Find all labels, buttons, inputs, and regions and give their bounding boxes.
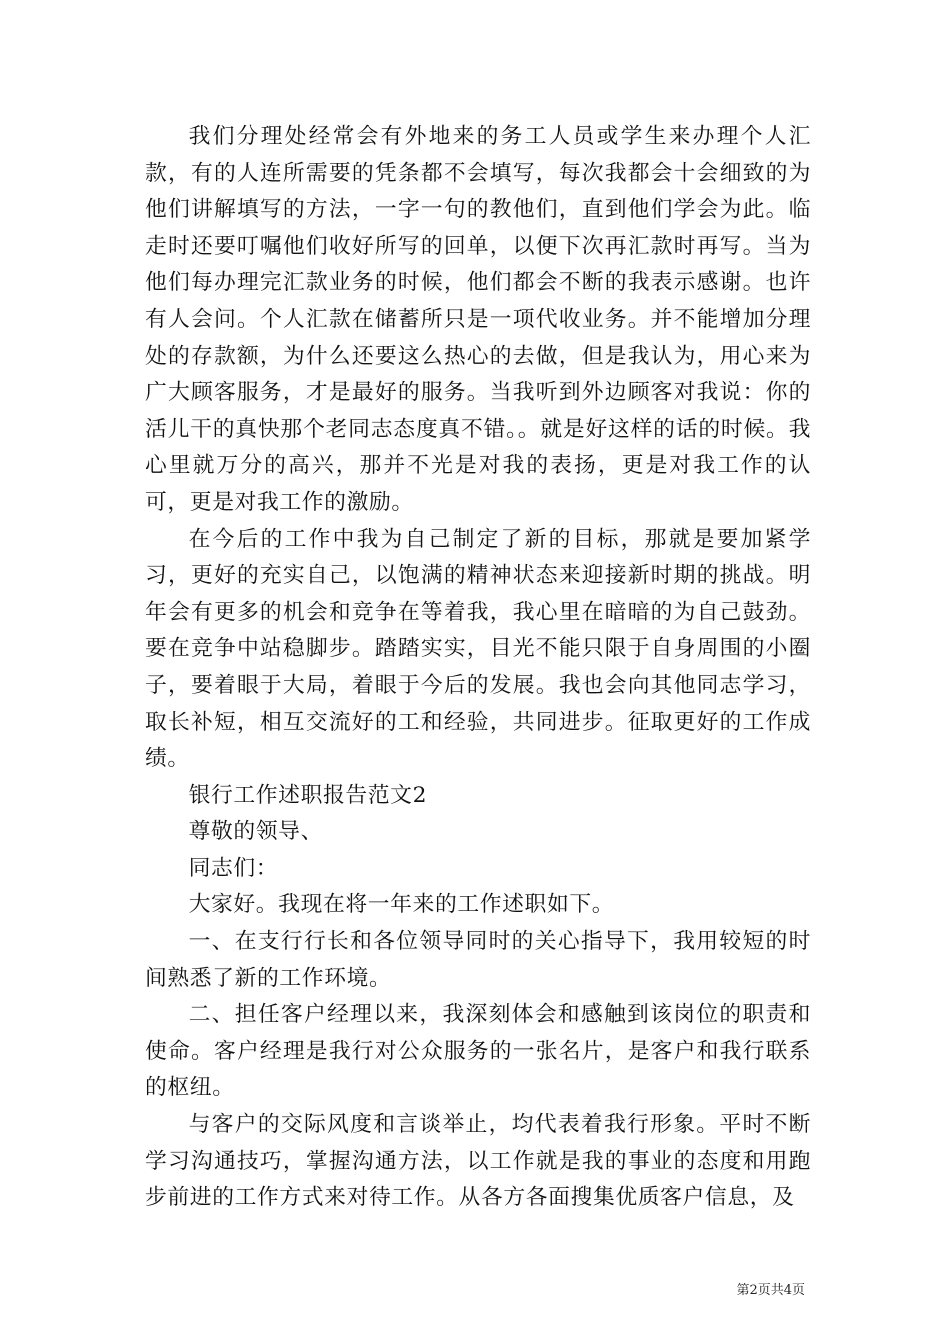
paragraph-greeting: 大家好。我现在将一年来的工作述职如下。 [188, 892, 615, 918]
paragraph-future-goals: 在今后的工作中我为自己制定了新的目标，那就是要加紧学习，更好的充实自己，以饱满的精神状态来迎接新时期的挑战。明年会有更多的机会和竞争在等着我，我心里在暗暗的为自己鼓劲。要在竞争中站稳脚步。踏踏实实，目光不能只限于自身周围的小圈子，要着眼于大局，着眼于今后的发展。我也会向其他同志学习，取长补短，相互交流好的工和经验，共同进步。征取更好的工作成绩。 [145, 526, 811, 772]
page-number: 第2页共4页 [736, 1283, 805, 1298]
document-body [145, 119, 811, 1217]
paragraph-client-relations: 与客户的交际风度和言谈举止，均代表着我行形象。平时不断学习沟通技巧，掌握沟通方法，以工作就是我的事业的态度和用跑步前进的工作方式来对待工作。从各方各面搜集优质客户信息，及 [145, 1112, 811, 1211]
salutation-leaders: 尊敬的领导、 [188, 819, 323, 845]
paragraph-point-two: 二、担任客户经理以来，我深刻体会和感触到该岗位的职责和使命。客户经理是我行对公众服务的一张名片，是客户和我行联系的枢纽。 [145, 1002, 811, 1101]
paragraph-remittance-service: 我们分理处经常会有外地来的务工人员或学生来办理个人汇款，有的人连所需要的凭条都不会填写，每次我都会十会细致的为他们讲解填写的方法，一字一句的教他们，直到他们学会为此。临走时还要叮嘱他们收好所写的回单，以便下次再汇款时再写。当为他们每办理完汇款业务的时候，他们都会不断的我表示感谢。也许有人会问。个人汇款在储蓄所只是一项代收业务。并不能增加分理处的存款额，为什么还要这么热心的去做，但是我认为，用心来为广大顾客服务，才是最好的服务。当我听到外边顾客对我说：你的活儿干的真快那个老同志态度真不错。。就是好这样的话的时候。我心里就万分的高兴，那并不光是对我的表扬，更是对我工作的认可，更是对我工作的激励。 [145, 124, 811, 515]
salutation-comrades: 同志们： [188, 855, 279, 881]
section-heading-report-2: 银行工作述职报告范文2 [188, 782, 428, 808]
paragraph-point-one: 一、在支行行长和各位领导同时的关心指导下，我用较短的时间熟悉了新的工作环境。 [145, 929, 811, 991]
